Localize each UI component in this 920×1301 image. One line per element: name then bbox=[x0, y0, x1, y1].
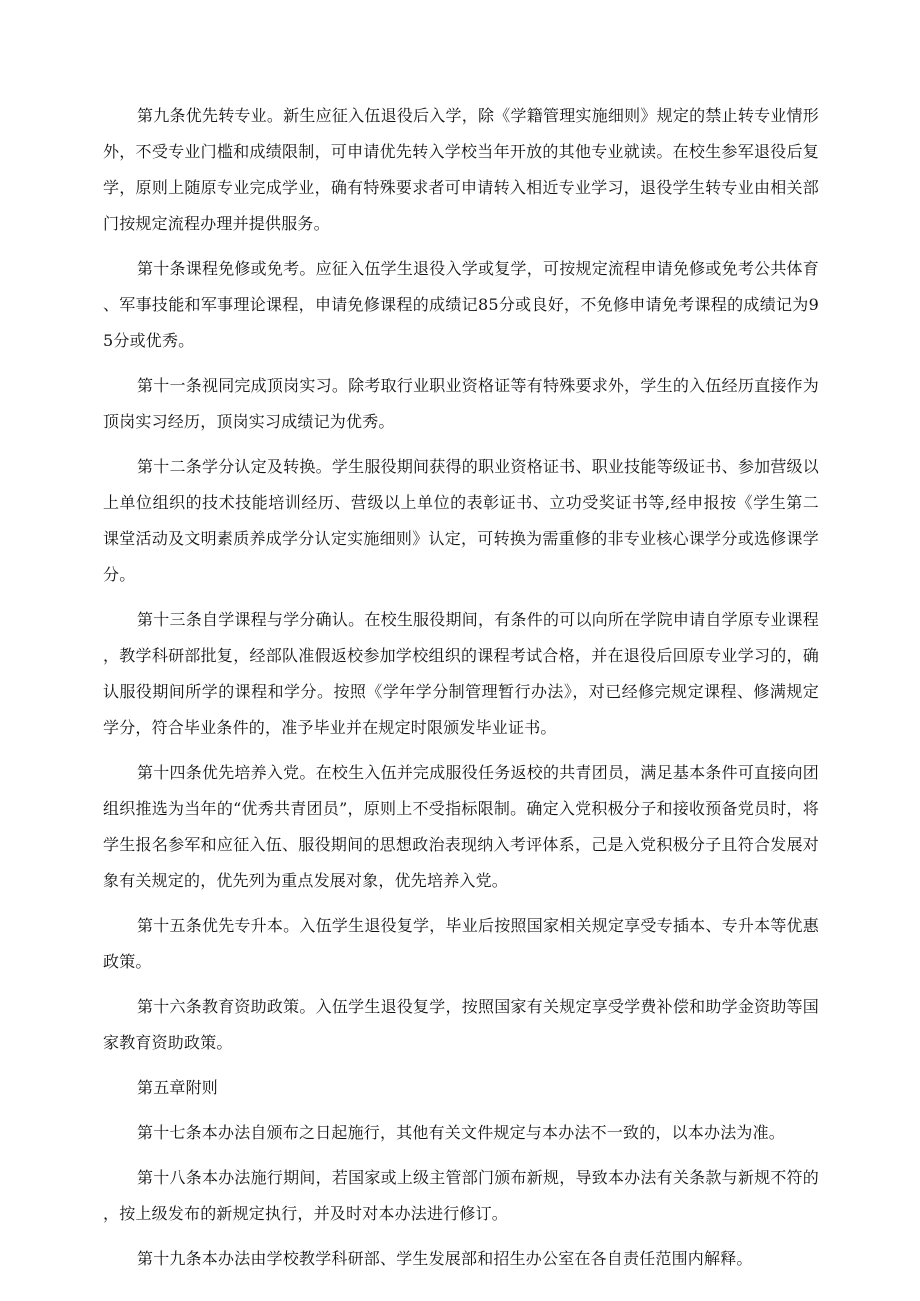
article-16-paragraph: 第十六条教育资助政策。入伍学生退役复学，按照国家有关规定享受学费补偿和助学金资助等国家教育资助政策。 bbox=[103, 997, 819, 1052]
article-15-paragraph: 第十五条优先专升本。入伍学生退役复学，毕业后按照国家相关规定享受专插本、专升本等优惠政策。 bbox=[103, 916, 819, 971]
article-13-paragraph: 第十三条自学课程与学分确认。在校生服役期间，有条件的可以向所在学院申请自学原专业课程，教学科研部批复，经部队准假返校参加学校组织的课程考试合格，并在退役后回原专业学习的，确认服役期间所学的课程和学分。按照《学年学分制管理暂行办法》，对已经修完规定课程、修满规定学分，符合毕业条件的，准予毕业并在规定时限颁发毕业证书。 bbox=[103, 610, 819, 737]
article-12-paragraph: 第十二条学分认定及转换。学生服役期间获得的职业资格证书、职业技能等级证书、参加营级以上单位组织的技术技能培训经历、营级以上单位的表彰证书、立功受奖证书等,经申报按《学生第二课堂活动及文明素质养成学分认定实施细则》认定，可转换为需重修的非专业核心课学分或选修课学分。 bbox=[103, 457, 819, 584]
chapter-5-heading: 第五章附则 bbox=[137, 1078, 219, 1097]
article-9-paragraph: 第九条优先转专业。新生应征入伍退役后入学，除《学籍管理实施细则》规定的禁止转专业情形外，不受专业门槛和成绩限制，可申请优先转入学校当年开放的其他专业就读。在校生参军退役后复学，原则上随原专业完成学业，确有特殊要求者可申请转入相近专业学习，退役学生转专业由相关部门按规定流程办理并提供服务。 bbox=[103, 106, 819, 233]
article-19-paragraph: 第十九条本办法由学校教学科研部、学生发展部和招生办公室在各自责任范围内解释。 bbox=[137, 1249, 753, 1268]
article-18-paragraph: 第十八条本办法施行期间，若国家或上级主管部门颁布新规，导致本办法有关条款与新规不符的，按上级发布的新规定执行，并及时对本办法进行修订。 bbox=[103, 1168, 819, 1223]
article-17-paragraph: 第十七条本办法自颁布之日起施行，其他有关文件规定与本办法不一致的，以本办法为准。 bbox=[137, 1123, 786, 1142]
article-14-paragraph: 第十四条优先培养入党。在校生入伍并完成服役任务返校的共青团员，满足基本条件可直接向团组织推选为当年的“优秀共青团员”，原则上不受指标限制。确定入党积极分子和接收预备党员时，将学生报名参军和应征入伍、服役期间的思想政治表现纳入考评体系，己是入党积极分子且符合发展对象有关规定的，优先列为重点发展对象，优先培养入党。 bbox=[103, 763, 819, 890]
article-11-paragraph: 第十一条视同完成顶岗实习。除考取行业职业资格证等有特殊要求外，学生的入伍经历直接作为顶岗实习经历，顶岗实习成绩记为优秀。 bbox=[103, 376, 819, 431]
document-body bbox=[103, 98, 819, 1286]
article-10-paragraph: 第十条课程免修或免考。应征入伍学生退役入学或复学，可按规定流程申请免修或免考公共体育、军事技能和军事理论课程，申请免修课程的成绩记85分或良好，不免修申请免考课程的成绩记为95分或优秀。 bbox=[103, 259, 819, 350]
